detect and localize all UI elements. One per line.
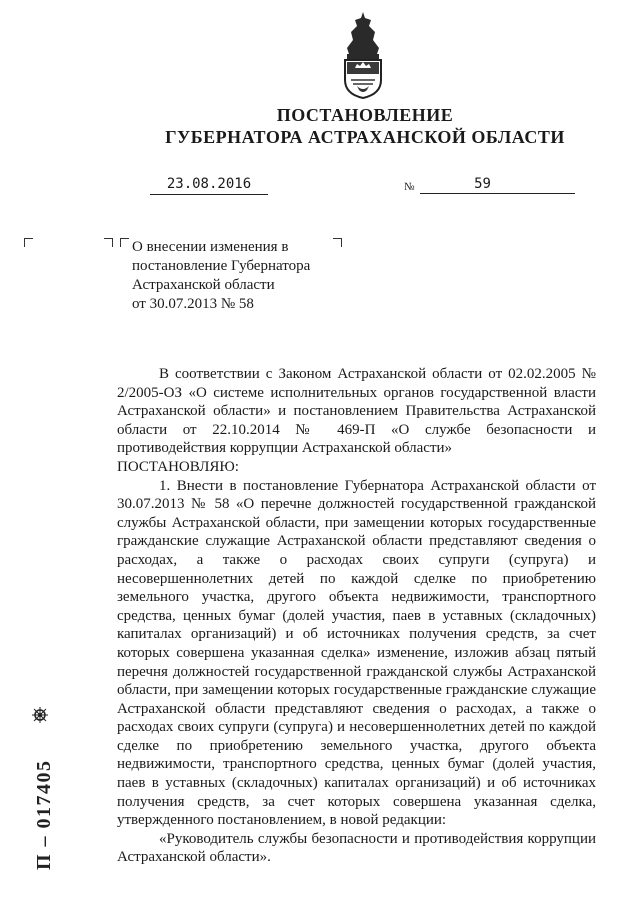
corner-mark xyxy=(120,238,129,247)
document-number: 59 xyxy=(420,176,575,194)
preamble-paragraph: В соответствии с Законом Астраханской области от 02.02.2005 № 2/2005-ОЗ «О системе исполнительных органов государственной власти Астраханской области» и постановлением Правительства Астраханской области от 22.10.2014 № 469-П «О службе безопасности и противодействия коррупции Астраханской области» xyxy=(117,366,596,457)
corner-mark xyxy=(24,238,33,247)
quote-paragraph: «Руководитель службы безопасности и противодействия коррупции Астраханской области». xyxy=(117,830,596,866)
subject-line: от 30.07.2013 № 58 xyxy=(132,296,254,312)
rosette-icon xyxy=(32,707,48,723)
document-body xyxy=(117,365,596,867)
number-label: № xyxy=(404,181,415,193)
document-subject xyxy=(132,238,310,314)
item-1-paragraph: 1. Внести в постановление Губернатора Астраханской области от 30.07.2013 № 58 «О перечне должностей государственной гражданской службы Астраханской области, при замещении которых государственные гражданские служащие Астраханской области представляют сведения о расходах, а также о расходах своих супруги (супруга) и несовершеннолетних детей по каждой сделке по приобретению земельного участка, другого объекта недвижимости, транспортного средства, ценных бумаг (долей участия, паев в уставных (складочных) капиталах организаций) и об источниках получения средств, за счет которых совершена указанная сделка» изменение, изложив абзац пятый перечня должностей государственной гражданской службы Астраханской области, при замещении которых государственные гражданские служащие Астраханской области представляют сведения о расходах, а также о расходах своих супруги (супруга) и несовершеннолетних детей по каждой сделке по приобретению земельного участка, другого объекта недвижимости, транспортного средства, ценных бумаг (долей участия, паев в уставных (складочных) капиталах организаций) и об источниках получения средств, за счет которых совершена указанная сделка, утвержденного постановлением, в новой редакции: xyxy=(117,477,596,829)
corner-mark xyxy=(104,238,113,247)
issuer-title: ГУБЕРНАТОРА АСТРАХАНСКОЙ ОБЛАСТИ xyxy=(165,127,565,147)
coat-of-arms-icon xyxy=(333,10,393,100)
document-type-title: ПОСТАНОВЛЕНИЕ xyxy=(276,105,454,125)
subject-line: Астраханской области xyxy=(132,277,275,293)
serial-number-stamp xyxy=(20,705,60,875)
subject-line: постановление Губернатора xyxy=(132,258,311,274)
corner-mark xyxy=(333,238,342,247)
resolve-heading: ПОСТАНОВЛЯЮ: xyxy=(117,458,239,475)
serial-number: П – 017405 xyxy=(33,759,55,870)
document-date: 23.08.2016 xyxy=(150,176,268,195)
subject-line: О внесении изменения в xyxy=(132,239,289,255)
